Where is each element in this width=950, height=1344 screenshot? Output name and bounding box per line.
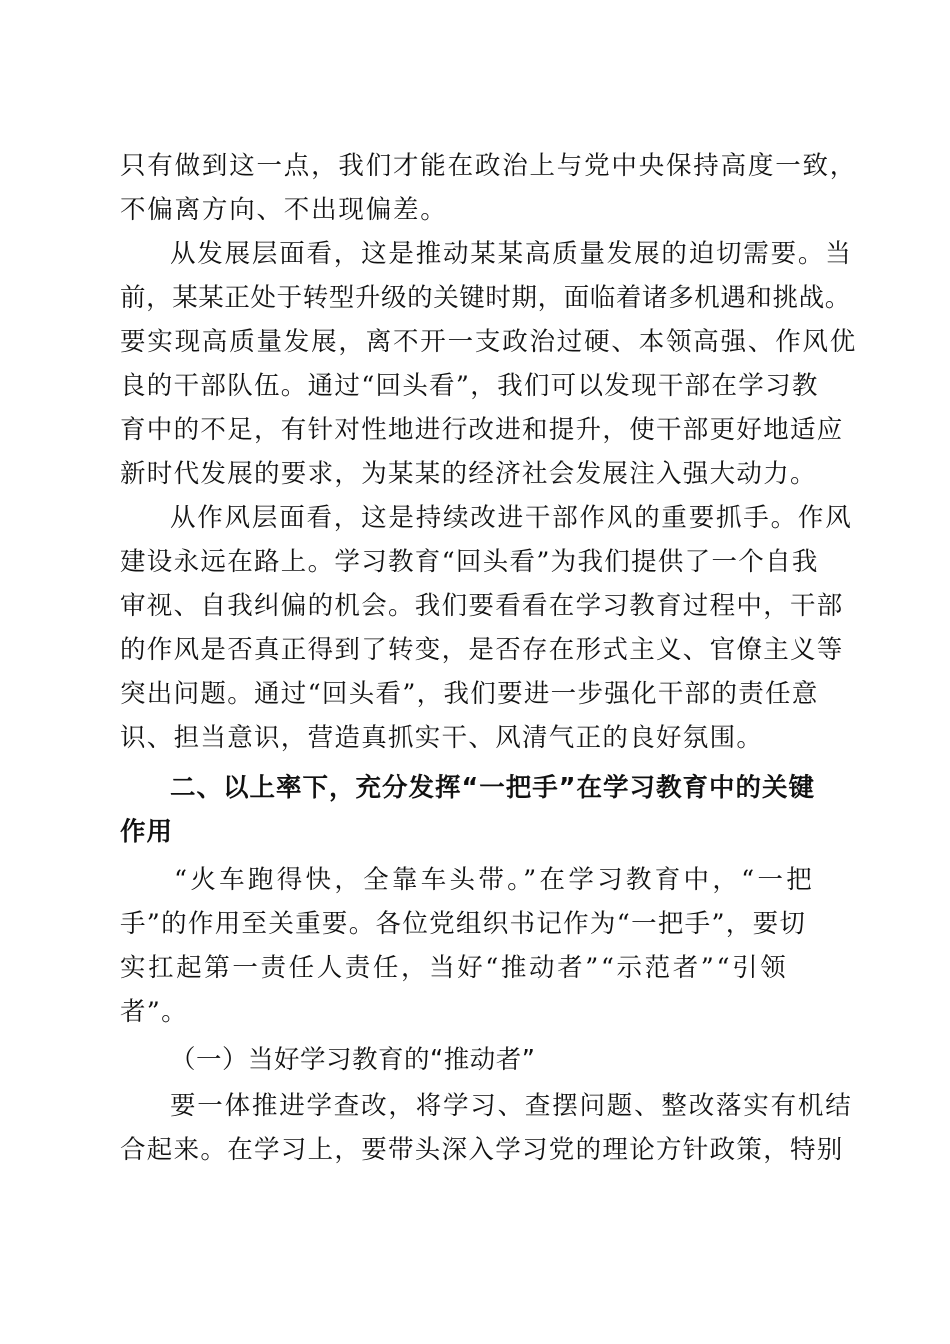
text-line: 者”。 (120, 997, 188, 1027)
text-line: 前，某某正处于转型升级的关键时期，面临着诸多机遇和挑战。 (120, 283, 851, 313)
section-heading: 二、以上率下，充分发挥“一把手”在学习教育中的关键 (170, 773, 816, 803)
text-line: 不偏离方向、不出现偏差。 (120, 195, 448, 225)
text-line: 从作风层面看，这是持续改进干部作风的重要抓手。作风 (170, 503, 853, 533)
text-line: 实扛起第一责任人责任，当好“推动者”“示范者”“引领 (120, 953, 789, 983)
text-line: 手”的作用至关重要。各位党组织书记作为“一把手”，要切 (120, 909, 807, 939)
text-line: 从发展层面看，这是推动某某高质量发展的迫切需要。当 (170, 239, 853, 269)
text-line: 育中的不足，有针对性地进行改进和提升，使干部更好地适应 (120, 415, 844, 445)
section-heading: 作用 (120, 817, 174, 847)
text-line: 良的干部队伍。通过“回头看”，我们可以发现干部在学习教 (120, 371, 819, 401)
text-line: 要实现高质量发展，离不开一支政治过硬、本领高强、作风优 (120, 327, 858, 357)
subsection-heading: （一）当好学习教育的“推动者” (170, 1045, 536, 1075)
text-line: 合起来。在学习上，要带头深入学习党的理论方针政策，特别 (120, 1135, 844, 1165)
text-line: 新时代发展的要求，为某某的经济社会发展注入强大动力。 (120, 459, 817, 489)
text-line: 审视、自我纠偏的机会。我们要看看在学习教育过程中，干部 (120, 591, 844, 621)
text-line: 识、担当意识，营造真抓实干、风清气正的良好氛围。 (120, 723, 764, 753)
text-line: “火车跑得快，全靠车头带。”在学习教育中，“一把 (174, 865, 816, 895)
text-line: 要一体推进学查改，将学习、查摆问题、整改落实有机结 (170, 1091, 853, 1121)
text-line: 只有做到这一点，我们才能在政治上与党中央保持高度一致， (120, 151, 858, 181)
text-line: 突出问题。通过“回头看”，我们要进一步强化干部的责任意 (120, 679, 819, 709)
text-line: 的作风是否真正得到了转变，是否存在形式主义、官僚主义等 (120, 635, 844, 665)
text-line: 建设永远在路上。学习教育“回头看”为我们提供了一个自我 (120, 547, 819, 577)
